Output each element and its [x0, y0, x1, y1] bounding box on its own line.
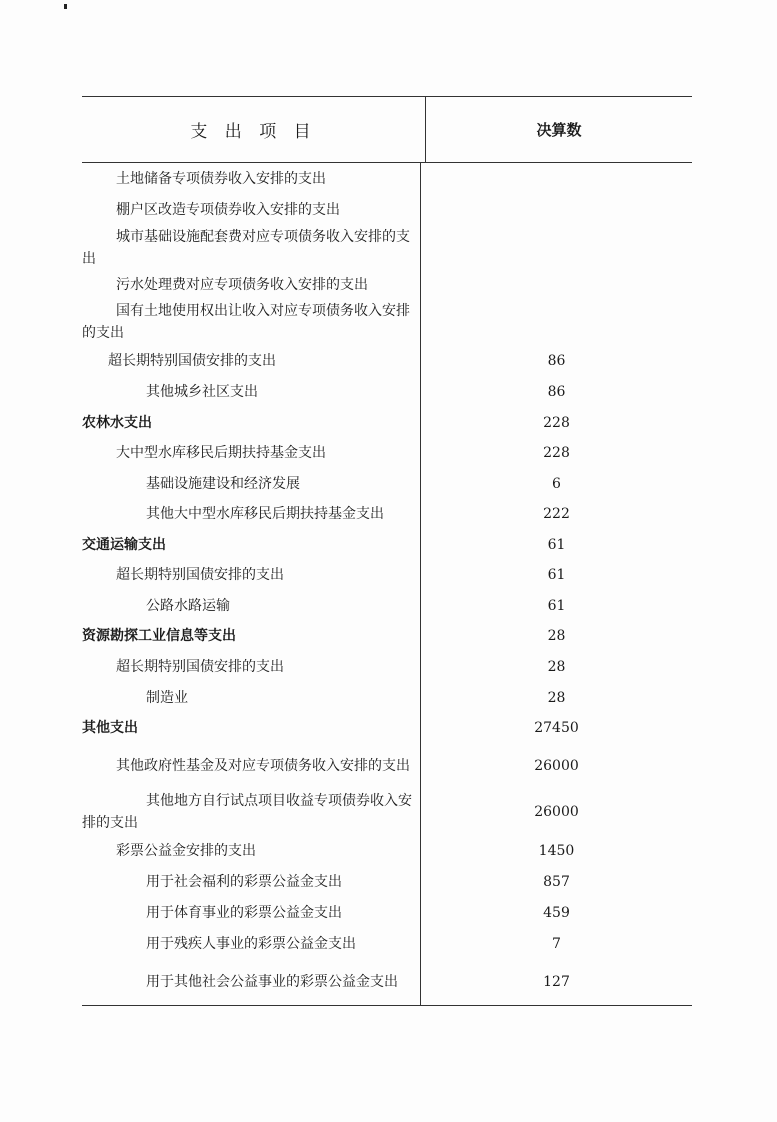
expenditure-table: [82, 96, 692, 1006]
row-value: [421, 163, 692, 194]
row-name: 用于残疾人事业的彩票公益金支出: [146, 935, 356, 952]
table-row: [82, 163, 692, 194]
table-row: [82, 928, 692, 959]
scan-speck: [64, 4, 67, 9]
table-row: [82, 529, 692, 560]
row-value: 61: [547, 597, 566, 614]
table-row: [82, 194, 692, 225]
table-row: [82, 621, 692, 651]
row-value: 7: [552, 935, 561, 952]
row-name: 农林水支出: [82, 414, 152, 431]
row-value: [421, 299, 692, 345]
row-name: 公路水路运输: [146, 597, 230, 614]
row-name: 其他政府性基金及对应专项债务收入安排的支出: [116, 758, 410, 774]
row-value: 86: [547, 383, 566, 400]
table-row: [82, 560, 692, 590]
row-value: 26000: [534, 758, 579, 774]
row-value: 28: [547, 658, 566, 675]
table-row: [82, 789, 692, 835]
row-value: 28: [547, 689, 566, 706]
table-row: [82, 468, 692, 499]
row-name: 国有土地使用权出让收入对应专项债务收入安排的支出: [82, 303, 410, 341]
row-value: 1450: [538, 842, 575, 859]
row-value: [421, 225, 692, 271]
table-row: [82, 713, 692, 743]
table-row: [82, 499, 692, 529]
row-name: 制造业: [146, 689, 188, 706]
table-row: [82, 299, 692, 345]
header-item: 支 出 项 目: [82, 97, 426, 162]
row-name: 用于社会福利的彩票公益金支出: [146, 873, 342, 890]
row-value: 228: [543, 414, 570, 431]
row-name: 资源勘探工业信息等支出: [82, 628, 236, 644]
table-row: [82, 376, 692, 407]
row-name: 基础设施建设和经济发展: [146, 475, 300, 492]
row-value: 27450: [534, 720, 579, 736]
row-value: 857: [543, 873, 570, 890]
header-amount: 决算数: [536, 121, 582, 139]
table-row: [82, 271, 692, 299]
row-value: 61: [547, 567, 566, 583]
row-name: 超长期特别国债安排的支出: [116, 658, 284, 675]
table-row: [82, 590, 692, 621]
row-name: 用于体育事业的彩票公益金支出: [146, 904, 342, 921]
table-row: [82, 682, 692, 713]
table-body: [82, 163, 692, 1005]
row-value: 127: [543, 974, 570, 990]
row-name: 其他城乡社区支出: [146, 383, 258, 400]
row-name: 超长期特别国债安排的支出: [116, 567, 284, 583]
row-value: 61: [547, 536, 566, 553]
table-row: [82, 225, 692, 271]
row-name: 彩票公益金安排的支出: [116, 842, 256, 859]
row-value: [421, 194, 692, 225]
row-name: 大中型水库移民后期扶持基金支出: [116, 445, 326, 461]
table-row: [82, 835, 692, 866]
table-row: [82, 959, 692, 1005]
row-name: 其他地方自行试点项目收益专项债券收入安排的支出: [82, 793, 412, 831]
row-name: 污水处理费对应专项债务收入安排的支出: [116, 277, 368, 293]
row-name: 其他支出: [82, 720, 138, 736]
table-row: [82, 407, 692, 438]
row-name: 用于其他社会公益事业的彩票公益金支出: [146, 974, 398, 990]
row-name: 其他大中型水库移民后期扶持基金支出: [146, 506, 384, 522]
table-row: [82, 897, 692, 928]
row-value: 222: [543, 506, 570, 522]
table-row: [82, 743, 692, 789]
row-value: 459: [543, 904, 570, 921]
row-value: 26000: [534, 804, 579, 820]
row-name: 超长期特别国债安排的支出: [108, 352, 276, 369]
row-name: 交通运输支出: [82, 536, 166, 553]
row-value: [421, 271, 692, 299]
row-value: 28: [547, 628, 566, 644]
table-header: [82, 97, 692, 163]
table-row: [82, 866, 692, 897]
row-value: 6: [552, 475, 561, 492]
row-name: 土地储备专项债券收入安排的支出: [116, 170, 326, 187]
table-row: [82, 345, 692, 376]
row-value: 86: [547, 352, 566, 369]
table-row: [82, 438, 692, 468]
row-value: 228: [543, 445, 570, 461]
table-row: [82, 651, 692, 682]
row-name: 城市基础设施配套费对应专项债务收入安排的支出: [82, 229, 410, 267]
row-name: 棚户区改造专项债券收入安排的支出: [116, 201, 340, 218]
